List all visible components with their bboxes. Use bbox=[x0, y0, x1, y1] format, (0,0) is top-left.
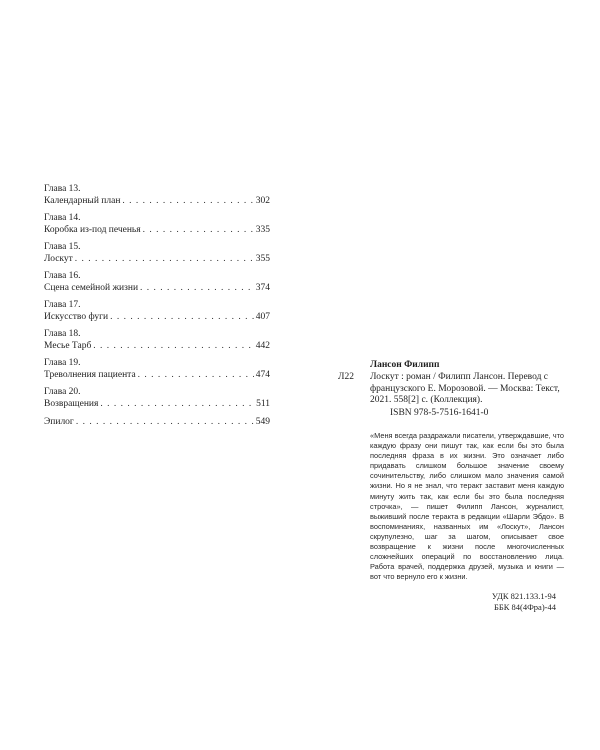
dot-leader bbox=[76, 416, 254, 428]
toc-chapter-number: Глава 18. bbox=[44, 329, 81, 339]
toc-page-number: 335 bbox=[255, 225, 270, 235]
dot-leader bbox=[122, 195, 253, 207]
dot-leader bbox=[140, 282, 254, 294]
catalog-record bbox=[338, 360, 564, 613]
toc-page-number: 407 bbox=[255, 312, 270, 322]
book-annotation: «Меня всегда раздражали писатели, утверждавшие, что каждую фразу они пишут так, как если бы это была последняя фраза в их жизни. Это означает либо придавать слишком большое значение своему сочинительству, либо слишком мало значения самой жизни. Но я не знал, что теракт заставит меня каждую минуту жить так, как если бы это была последняя строчка», — пишет Филипп Лансон, журналист, выживший после теракта в редакции «Шарли Эбдо». В воспоминаниях, названных им «Лоскут», Лансон скрупулезно, шаг за шагом, описывает свое возвращение к жизни после многочисленных сложнейших операций по восстановлению лица. Работа врачей, поддержка друзей, музыка и книги — вот что вернуло его к жизни. bbox=[370, 430, 564, 582]
bibliographic-text: Лоскут : роман / Филипп Лансон. Перевод с французского Е. Морозовой. — Москва: Текст, 2021. 558[2] с. (Коллекция). bbox=[370, 371, 560, 406]
isbn: ISBN 978-5-7516-1641-0 bbox=[390, 408, 489, 419]
toc-title: Треволнения пациента bbox=[44, 370, 136, 380]
udk-code: УДК 821.133.1-94 bbox=[491, 591, 556, 602]
toc-page-number: 374 bbox=[255, 283, 270, 293]
toc-line bbox=[44, 416, 270, 428]
dot-leader bbox=[138, 369, 254, 381]
dot-leader bbox=[75, 253, 254, 265]
toc-chapter-number: Глава 19. bbox=[44, 358, 81, 368]
dot-leader bbox=[110, 311, 254, 323]
toc-line bbox=[44, 224, 270, 236]
toc-title: Лоскут bbox=[44, 254, 73, 264]
toc-line bbox=[44, 398, 270, 410]
table-of-contents bbox=[44, 183, 270, 433]
bbk-code: ББК 84(4Фра)-44 bbox=[493, 602, 556, 613]
toc-title: Месье Тарб bbox=[44, 341, 92, 351]
toc-entry-chapter-15 bbox=[44, 241, 270, 265]
toc-entry-chapter-14 bbox=[44, 212, 270, 236]
toc-entry-chapter-17 bbox=[44, 299, 270, 323]
toc-chapter-number: Глава 14. bbox=[44, 213, 81, 223]
toc-entry-chapter-16 bbox=[44, 270, 270, 294]
toc-entry-chapter-18 bbox=[44, 328, 270, 352]
toc-line bbox=[44, 369, 270, 381]
toc-line bbox=[44, 340, 270, 352]
toc-entry-chapter-19 bbox=[44, 357, 270, 381]
toc-line bbox=[44, 253, 270, 265]
toc-page-number: 355 bbox=[255, 254, 270, 264]
dot-leader bbox=[100, 398, 254, 410]
toc-entry-epilogue bbox=[44, 416, 270, 428]
toc-title: Коробка из-под печенья bbox=[44, 225, 141, 235]
toc-chapter-number: Глава 16. bbox=[44, 271, 81, 281]
toc-chapter-number: Глава 15. bbox=[44, 242, 81, 252]
author-mark: Л22 bbox=[338, 371, 354, 382]
toc-title: Искусство фуги bbox=[44, 312, 109, 322]
toc-chapter-number: Глава 13. bbox=[44, 184, 81, 194]
toc-page-number: 474 bbox=[255, 370, 270, 380]
toc-page-number: 549 bbox=[255, 417, 270, 427]
toc-line bbox=[44, 311, 270, 323]
dot-leader bbox=[93, 340, 253, 352]
dot-leader bbox=[143, 224, 254, 236]
toc-title: Сцена семейной жизни bbox=[44, 283, 139, 293]
toc-entry-chapter-20 bbox=[44, 386, 270, 410]
toc-page-number: 302 bbox=[255, 196, 270, 206]
catalog-author: Лансон Филипп bbox=[370, 360, 440, 370]
classification-codes bbox=[338, 591, 564, 613]
toc-entry-chapter-13 bbox=[44, 183, 270, 207]
toc-title: Эпилог bbox=[44, 417, 74, 427]
toc-title: Календарный план bbox=[44, 196, 121, 206]
toc-title: Возвращения bbox=[44, 399, 99, 409]
toc-page-number: 511 bbox=[256, 399, 270, 409]
toc-chapter-number: Глава 20. bbox=[44, 387, 81, 397]
toc-chapter-number: Глава 17. bbox=[44, 300, 81, 310]
toc-line bbox=[44, 282, 270, 294]
bibliographic-description bbox=[338, 372, 564, 407]
toc-line bbox=[44, 195, 270, 207]
toc-page-number: 442 bbox=[255, 341, 270, 351]
